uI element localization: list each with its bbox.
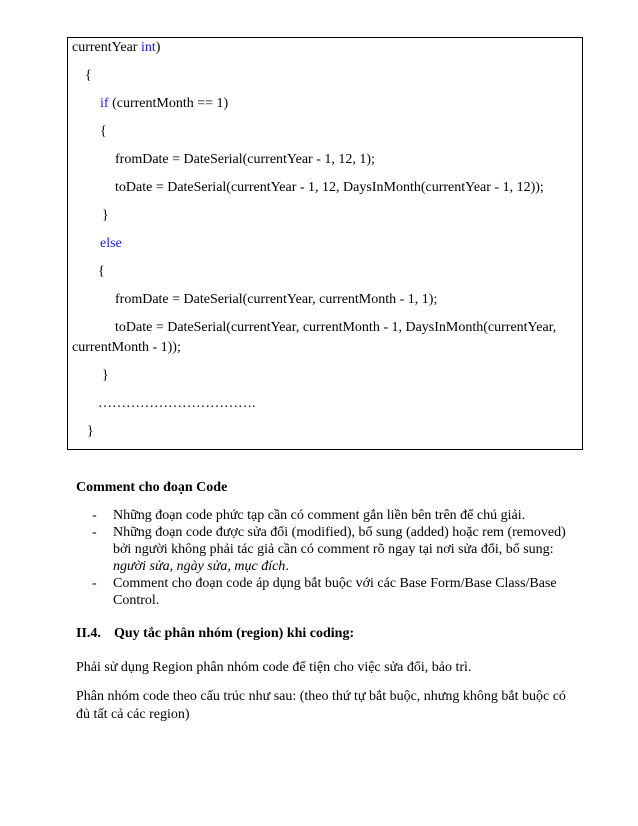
code-keyword: else	[100, 236, 122, 251]
code-text: currentYear	[72, 40, 141, 55]
code-line: }	[87, 424, 94, 439]
paragraph: Phân nhóm code theo cấu trúc như sau: (theo thứ tự bắt buộc, nhưng không bắt buộc có đủ tất cả các region)	[76, 689, 566, 722]
list-item	[76, 507, 566, 524]
list-item	[76, 575, 566, 609]
comment-rules-list	[76, 507, 566, 609]
code-line: }	[102, 208, 109, 223]
code-line: currentMonth - 1));	[72, 340, 181, 355]
code-text: )	[155, 40, 161, 55]
list-item-text: Những đoạn code được sửa đổi (modified), bổ sung (added) hoặc rem (removed) bởi người không phải tác giả cần có comment rõ ngay tại nơi sửa đổi, bổ sung:	[113, 525, 566, 557]
list-item-italic-text: người sửa, ngày sửa, mục đích	[113, 559, 286, 574]
paragraph: Phải sử dụng Region phân nhóm code để tiện cho việc sửa đổi, bảo trì.	[76, 660, 472, 675]
code-line: fromDate = DateSerial(currentYear, currentMonth - 1, 1);	[115, 292, 438, 307]
section-number: II.4.	[76, 626, 101, 641]
code-line	[100, 96, 228, 112]
code-line: toDate = DateSerial(currentYear - 1, 12, DaysInMonth(currentYear - 1, 12));	[115, 180, 544, 195]
code-keyword: if	[100, 96, 109, 111]
list-item-text: Những đoạn code phức tạp cần có comment gắn liền bên trên để chú giải.	[113, 508, 526, 523]
code-line	[72, 40, 160, 56]
list-item	[76, 524, 566, 575]
code-line: {	[85, 68, 92, 83]
code-line: {	[98, 264, 105, 279]
comment-section-heading: Comment cho đoạn Code	[76, 480, 228, 495]
code-line: …………………………….	[98, 396, 256, 411]
code-keyword: int	[140, 40, 156, 55]
code-line: }	[102, 368, 109, 383]
bullet-dash: -	[92, 576, 97, 591]
bullet-dash: -	[92, 508, 97, 523]
code-line: fromDate = DateSerial(currentYear - 1, 12, 1);	[115, 152, 375, 167]
code-snippet-box	[67, 37, 583, 450]
code-line	[100, 236, 122, 252]
section-heading	[76, 626, 354, 642]
list-item-text: .	[285, 559, 289, 574]
code-line: {	[100, 124, 107, 139]
bullet-dash: -	[92, 525, 97, 540]
code-line: toDate = DateSerial(currentYear, currentMonth - 1, DaysInMonth(currentYear,	[115, 320, 557, 335]
code-text: (currentMonth == 1)	[108, 96, 229, 111]
list-item-text: Comment cho đoạn code áp dụng bắt buộc với các Base Form/Base Class/Base Control.	[113, 576, 557, 608]
section-title: Quy tắc phân nhóm (region) khi coding:	[114, 626, 355, 641]
